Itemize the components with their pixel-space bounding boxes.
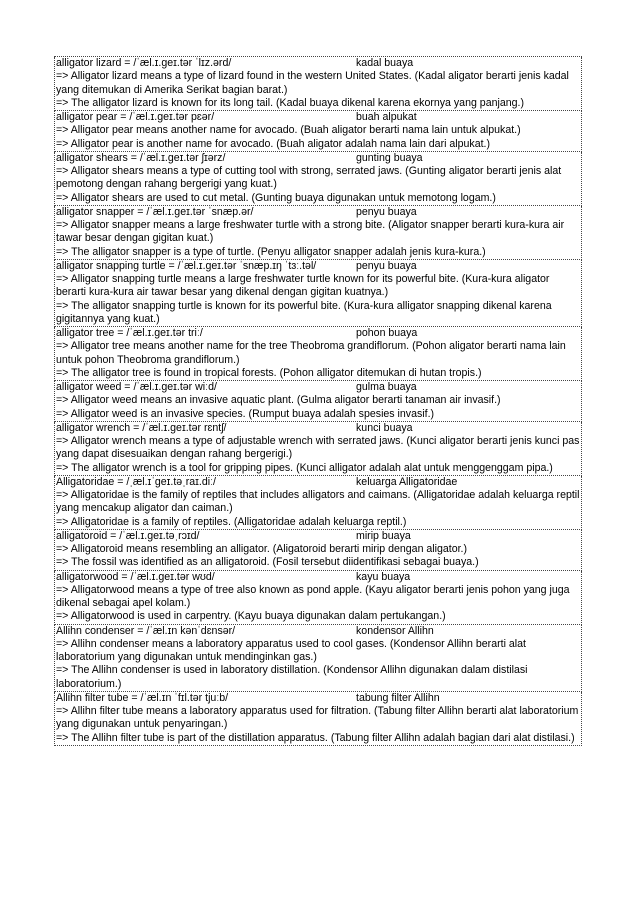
entry-term-pronunciation: alligator snapping turtle = /ˈæl.ɪ.ɡeɪ.tər ˈsnæp.ɪŋ ˈtɜː.təl/ xyxy=(56,259,317,272)
glossary-entry xyxy=(54,206,582,260)
entry-definition: => Allihn condenser means a laboratory apparatus used to cool gases. (Kondensor Allihn berarti alat laboratorium yang digunakan untuk mendinginkan gas.) xyxy=(56,637,526,663)
entry-example: => The alligator lizard is known for its long tail. (Kadal buaya dikenal karena ekornya yang panjang.) xyxy=(56,96,524,109)
entry-headword-line xyxy=(56,625,580,638)
glossary-entry xyxy=(54,422,582,476)
entry-example: => The alligator wrench is a tool for gripping pipes. (Kunci alligator adalah alat untuk menggenggam pipa.) xyxy=(56,461,553,474)
entry-example: => The Allihn filter tube is part of the distillation apparatus. (Tabung filter Allihn adalah bagian dari alat distilasi.) xyxy=(56,731,575,744)
entry-translation: kadal buaya xyxy=(356,57,414,69)
entry-example: => Alligator weed is an invasive species. (Rumput buaya adalah spesies invasif.) xyxy=(56,407,435,420)
glossary-entry xyxy=(54,152,582,206)
glossary-entry xyxy=(54,57,582,111)
entry-headword-line xyxy=(56,422,580,435)
entry-definition: => Alligator lizard means a type of lizard found in the western United States. (Kadal aligator berarti jenis kadal yang ditemukan di Amerika Serikat bagian barat.) xyxy=(56,70,569,96)
entry-example: => The alligator snapper is a type of turtle. (Penyu alligator snapper adalah jenis kura-kura.) xyxy=(56,245,486,258)
entry-headword-line xyxy=(56,692,580,705)
entry-definition: => Alligator tree means another name for the tree Theobroma grandiflorum. (Pohon aligator berarti nama lain untuk pohon Theobroma grandiflorum.) xyxy=(56,340,566,366)
entry-definition: => Alligator pear means another name for avocado. (Buah aligator berarti nama lain untuk alpukat.) xyxy=(56,124,521,137)
entry-headword-line xyxy=(56,327,580,340)
entry-translation: pohon buaya xyxy=(356,327,418,339)
entry-term-pronunciation: alligator pear = /ˈæl.ɪ.ɡeɪ.tər pɛər/ xyxy=(56,111,215,123)
entry-definition: => Alligatorwood means a type of tree also known as pond apple. (Kayu aligator berarti jenis pohon yang juga dikenal sebagai apel kolam.) xyxy=(56,583,570,609)
entry-definition: => Alligator shears means a type of cutting tool with strong, serrated jaws. (Gunting aligator berarti jenis alat pemotong dengan rahang bergerigi yang kuat.) xyxy=(56,165,562,191)
entry-translation: gunting buaya xyxy=(356,151,423,164)
entry-term-pronunciation: alligator weed = /ˈæl.ɪ.ɡeɪ.tər wiːd/ xyxy=(56,381,217,393)
entry-headword-line xyxy=(56,57,580,70)
entry-term-pronunciation: Allihn condenser = /ˈæl.ɪn kənˈdɛnsər/ xyxy=(56,624,236,637)
entry-term-pronunciation: alligator tree = /ˈæl.ɪ.ɡeɪ.tər triː/ xyxy=(56,327,203,339)
entry-headword-line xyxy=(56,111,580,124)
entry-definition: => Alligator weed means an invasive aquatic plant. (Gulma aligator berarti tanaman air invasif.) xyxy=(56,394,501,407)
glossary-entry xyxy=(54,571,582,625)
glossary-entry xyxy=(54,530,582,571)
glossary-document xyxy=(54,56,582,746)
entry-definition: => Alligator snapping turtle means a large freshwater turtle known for its powerful bite. (Kura-kura aligator berarti kura-kura air tawar besar yang dikenal dengan gigitan kuatnya.) xyxy=(56,273,550,299)
entry-translation: kayu buaya xyxy=(356,570,411,583)
entry-translation: penyu buaya xyxy=(356,205,417,218)
entry-definition: => Alligatoridae is the family of reptiles that includes alligators and caimans. (Alligatoridae adalah keluarga reptil yang mencakup aligator dan caiman.) xyxy=(56,489,580,515)
entry-translation: penyu buaya xyxy=(356,259,417,272)
entry-term-pronunciation: alligatoroid = /ˈæl.ɪ.ɡeɪ.təˌrɔɪd/ xyxy=(56,529,200,542)
entry-headword-line xyxy=(56,476,580,489)
entry-headword-line xyxy=(56,571,580,584)
glossary-entry xyxy=(54,692,582,746)
entry-example: => The alligator tree is found in tropical forests. (Pohon alligator ditemukan di hutan tropis.) xyxy=(56,366,482,379)
glossary-entry xyxy=(54,260,582,327)
entry-term-pronunciation: alligatorwood = /ˈæl.ɪ.ɡeɪ.tər wʊd/ xyxy=(56,570,215,583)
entry-definition: => Alligatoroid means resembling an alligator. (Aligatoroid berarti mirip dengan aligator.) xyxy=(56,543,468,555)
entry-headword-line xyxy=(56,381,580,394)
entry-translation: tabung filter Allihn xyxy=(356,691,440,704)
entry-example: => Alligatorwood is used in carpentry. (Kayu buaya digunakan dalam pertukangan.) xyxy=(56,610,446,623)
entry-translation: mirip buaya xyxy=(356,529,411,542)
glossary-entry xyxy=(54,111,582,152)
entry-definition: => Alligator snapper means a large freshwater turtle with a strong bite. (Aligator snapper berarti kura-kura air tawar besar dengan gigitan kuat.) xyxy=(56,219,565,245)
entry-translation: keluarga Alligatoridae xyxy=(356,475,458,488)
entry-example: => The Allihn condenser is used in laboratory distillation. (Kondensor Allihn digunakan dalam distilasi laboratorium.) xyxy=(56,664,528,690)
entry-definition: => Alligator wrench means a type of adjustable wrench with serrated jaws. (Kunci aligator berarti jenis kunci pas yang dapat disesuaikan dengan rahang bergerigi.) xyxy=(56,435,580,461)
entry-translation: kondensor Allihn xyxy=(356,624,434,637)
entry-headword-line xyxy=(56,206,580,219)
glossary-entry xyxy=(54,476,582,530)
entry-example: => Alligatoridae is a family of reptiles. (Alligatoridae adalah keluarga reptil.) xyxy=(56,515,407,528)
entry-headword-line xyxy=(56,152,580,165)
glossary-entry xyxy=(54,381,582,422)
entry-example: => Alligator pear is another name for avocado. (Buah aligator adalah nama lain dari alpukat.) xyxy=(56,137,491,150)
entry-term-pronunciation: Alligatoridae = /ˌæl.ɪˈɡeɪ.təˌraɪ.diː/ xyxy=(56,475,216,488)
entry-term-pronunciation: alligator shears = /ˈæl.ɪ.ɡeɪ.tər ʃɪərz/ xyxy=(56,151,226,164)
entry-example: => The alligator snapping turtle is known for its powerful bite. (Kura-kura alligator snapping dikenal karena gigitannya yang kuat.) xyxy=(56,299,552,325)
entry-translation: buah alpukat xyxy=(356,111,417,123)
entry-term-pronunciation: alligator snapper = /ˈæl.ɪ.ɡeɪ.tər ˈsnæp.ər/ xyxy=(56,205,254,218)
entry-term-pronunciation: alligator wrench = /ˈæl.ɪ.ɡeɪ.tər rɛntʃ/ xyxy=(56,421,227,434)
entry-example: => Alligator shears are used to cut metal. (Gunting buaya digunakan untuk memotong logam.) xyxy=(56,191,496,204)
entry-translation: kunci buaya xyxy=(356,421,413,434)
entry-example: => The fossil was identified as an alligatoroid. (Fosil tersebut diidentifikasi sebagai buaya.) xyxy=(56,556,479,569)
glossary-entry xyxy=(54,625,582,692)
glossary-entry xyxy=(54,327,582,381)
entry-definition: => Allihn filter tube means a laboratory apparatus used for filtration. (Tabung filter Allihn berarti alat laboratorium yang digunakan untuk penyaringan.) xyxy=(56,705,579,731)
entry-term-pronunciation: Allihn filter tube = /ˈæl.ɪn ˈfɪl.tər tjuːb/ xyxy=(56,691,229,704)
entry-headword-line xyxy=(56,260,580,273)
entry-term-pronunciation: alligator lizard = /ˈæl.ɪ.ɡeɪ.tər ˈlɪz.ərd/ xyxy=(56,57,232,69)
entry-headword-line xyxy=(56,530,580,543)
entry-translation: gulma buaya xyxy=(356,381,417,393)
